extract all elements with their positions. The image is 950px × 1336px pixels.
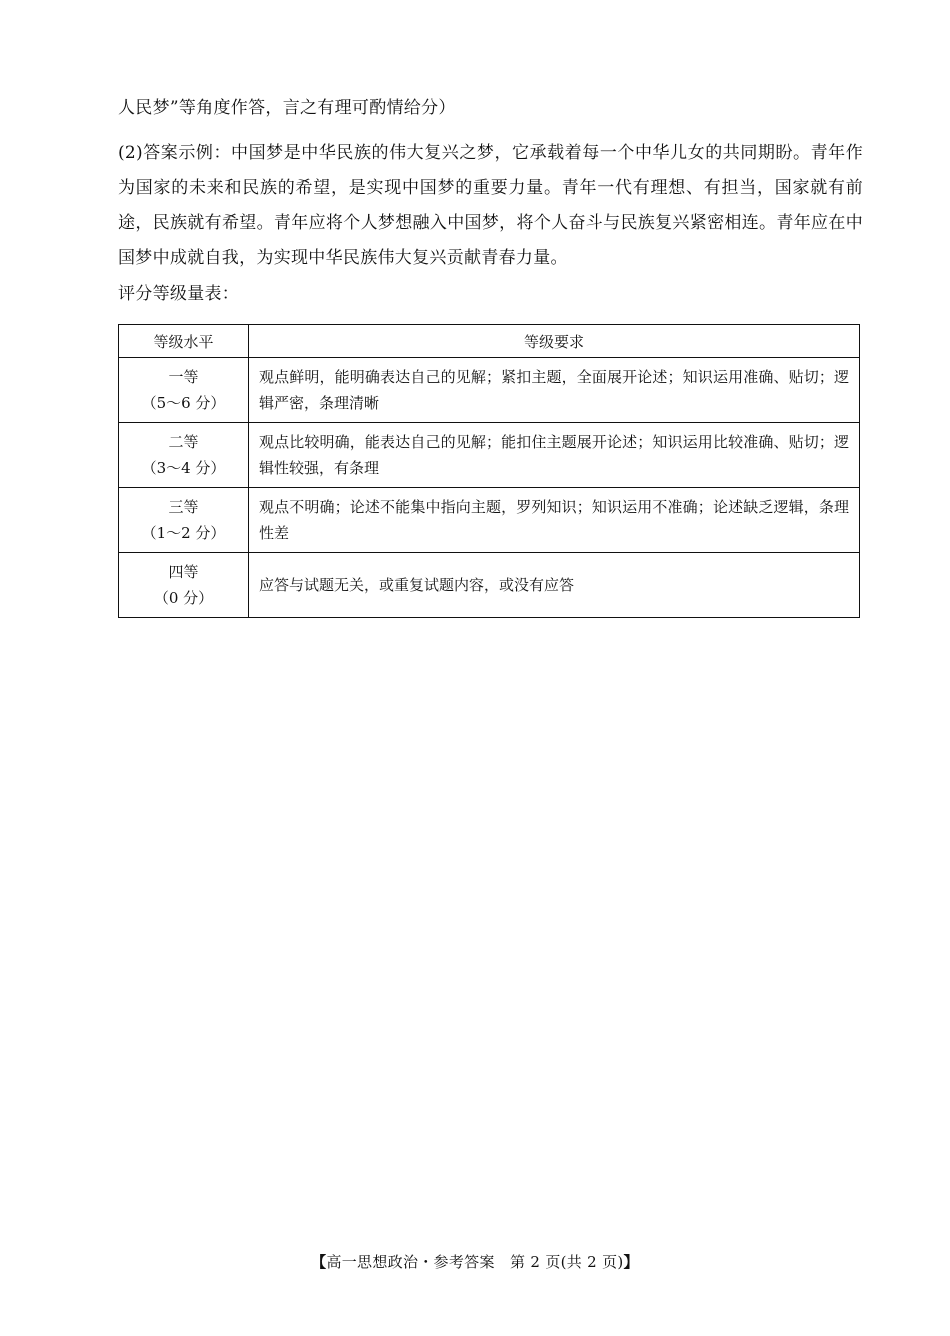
level-cell [119,553,249,618]
table-header-row [119,325,860,358]
answer-continuation: 人民梦”等角度作答，言之有理可酌情给分） [118,98,456,118]
requirement-cell: 观点鲜明，能明确表达自己的见解；紧扣主题，全面展开论述；知识运用准确、贴切；逻辑严密，条理清晰 [249,358,860,423]
page-footer [0,1251,950,1272]
table-row [119,553,860,618]
table-row [119,488,860,553]
requirement-cell: 观点不明确；论述不能集中指向主题，罗列知识；知识运用不准确；论述缺乏逻辑，条理性差 [249,488,860,553]
footer-right-bracket: 】 [623,1253,639,1271]
table-row [119,358,860,423]
header-level: 等级水平 [119,325,249,358]
answer-example-paragraph: (2)答案示例：中国梦是中华民族的伟大复兴之梦，它承载着每一个中华儿女的共同期盼。青年作为国家的未来和民族的希望，是实现中国梦的重要力量。青年一代有理想、有担当，国家就有前途，民族就有希望。青年应将个人梦想融入中国梦，将个人奋斗与民族复兴紧密相连。青年应在中国梦中成就自我，为实现中华民族伟大复兴贡献青春力量。 [118,143,863,268]
level-name: 三等 [168,498,199,516]
table-row [119,423,860,488]
footer-text: 高一思想政治・参考答案 第 2 页(共 2 页) [326,1253,624,1271]
level-cell [119,423,249,488]
level-score: （3～4 分） [141,459,226,477]
requirement-cell: 观点比较明确，能表达自己的见解；能扣住主题展开论述；知识运用比较准确、贴切；逻辑性较强，有条理 [249,423,860,488]
level-cell [119,488,249,553]
grading-scale-heading: 评分等级量表： [118,284,240,304]
level-score: （1～2 分） [141,524,226,542]
level-name: 四等 [168,563,199,581]
header-requirement: 等级要求 [249,325,860,358]
level-cell [119,358,249,423]
level-score: （0 分） [153,589,214,607]
requirement-cell: 应答与试题无关，或重复试题内容，或没有应答 [249,553,860,618]
level-name: 一等 [168,368,199,386]
level-score: （5～6 分） [141,394,226,412]
level-name: 二等 [168,433,199,451]
grading-scale-table [118,324,860,618]
footer-left-bracket: 【 [311,1253,327,1271]
